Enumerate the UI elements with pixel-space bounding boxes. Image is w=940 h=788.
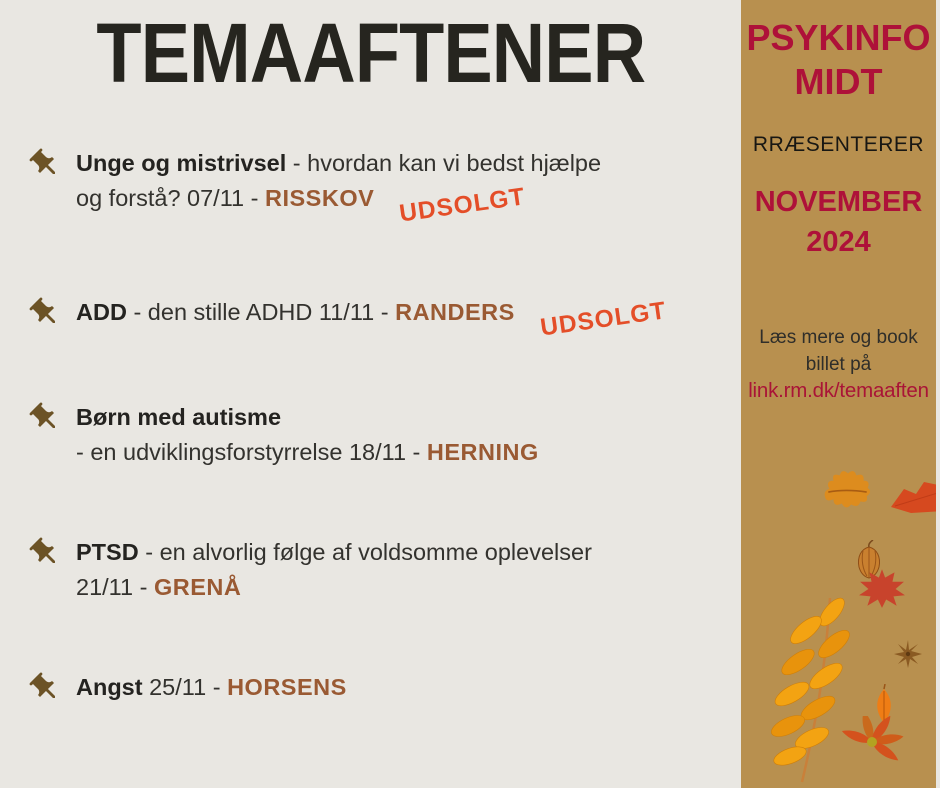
virginia-creeper-leaf-image [828, 716, 916, 788]
page-title-text: TEMAAFTENER [96, 6, 645, 100]
event-line [76, 535, 592, 570]
event-item [28, 400, 728, 470]
event-text [76, 146, 602, 228]
sidebar [741, 0, 936, 788]
event-name: Børn med autisme [76, 404, 282, 430]
red-edge-leaf-image [891, 480, 936, 516]
event-item [28, 295, 728, 342]
event-text [76, 295, 668, 342]
event-line [76, 181, 601, 228]
event-location: HERNING [426, 439, 539, 465]
pushpin-icon [28, 671, 62, 705]
event-text [76, 400, 539, 470]
soldout-badge: UDSOLGT [538, 297, 668, 342]
event-desc: og forstå? 07/11 - [76, 185, 265, 211]
event-desc: - den stille ADHD 11/11 - [126, 299, 396, 325]
event-name: Angst [76, 674, 143, 700]
month-label: NOVEMBER 2024 [754, 186, 923, 258]
event-line [76, 670, 347, 705]
event-desc: - en alvorlig følge af voldsomme oplevelser [138, 539, 592, 565]
pushpin-icon [28, 147, 62, 181]
event-line [76, 400, 539, 435]
booking-info: Læs mere og book billet på [759, 327, 918, 375]
event-line [76, 570, 592, 605]
event-text [76, 535, 592, 605]
soldout-badge: UDSOLGT [397, 183, 528, 228]
event-location: GRENÅ [153, 574, 242, 600]
pushpin-icon [28, 296, 62, 330]
event-location: RANDERS [395, 299, 515, 325]
pushpin-icon [28, 401, 62, 435]
event-item [28, 535, 728, 605]
star-anise-image [891, 638, 925, 670]
event-name: Unge og mistrivsel [76, 150, 287, 176]
event-desc: - en udviklingsforstyrrelse 18/11 - [76, 439, 427, 465]
red-maple-leaf-image [858, 568, 906, 608]
booking-link[interactable]: link.rm.dk/temaaften [748, 379, 929, 402]
oak-leaf-image [821, 466, 875, 516]
event-text [76, 670, 347, 705]
event-location: RISSKOV [265, 185, 375, 211]
event-line [76, 435, 539, 470]
event-item [28, 146, 728, 228]
brand-title: PSYKINFO MIDT [746, 17, 931, 102]
event-line [76, 295, 668, 342]
event-item [28, 670, 728, 705]
event-location: HORSENS [227, 674, 347, 700]
event-name: ADD [76, 299, 127, 325]
pushpin-icon [28, 536, 62, 570]
event-name: PTSD [76, 539, 139, 565]
event-desc: 21/11 - [76, 574, 154, 600]
event-desc: 25/11 - [142, 674, 228, 700]
presents-label: RRÆSENTERER [752, 133, 925, 156]
event-line [76, 146, 601, 181]
event-desc: - hvordan kan vi bedst hjælpe [286, 150, 602, 176]
